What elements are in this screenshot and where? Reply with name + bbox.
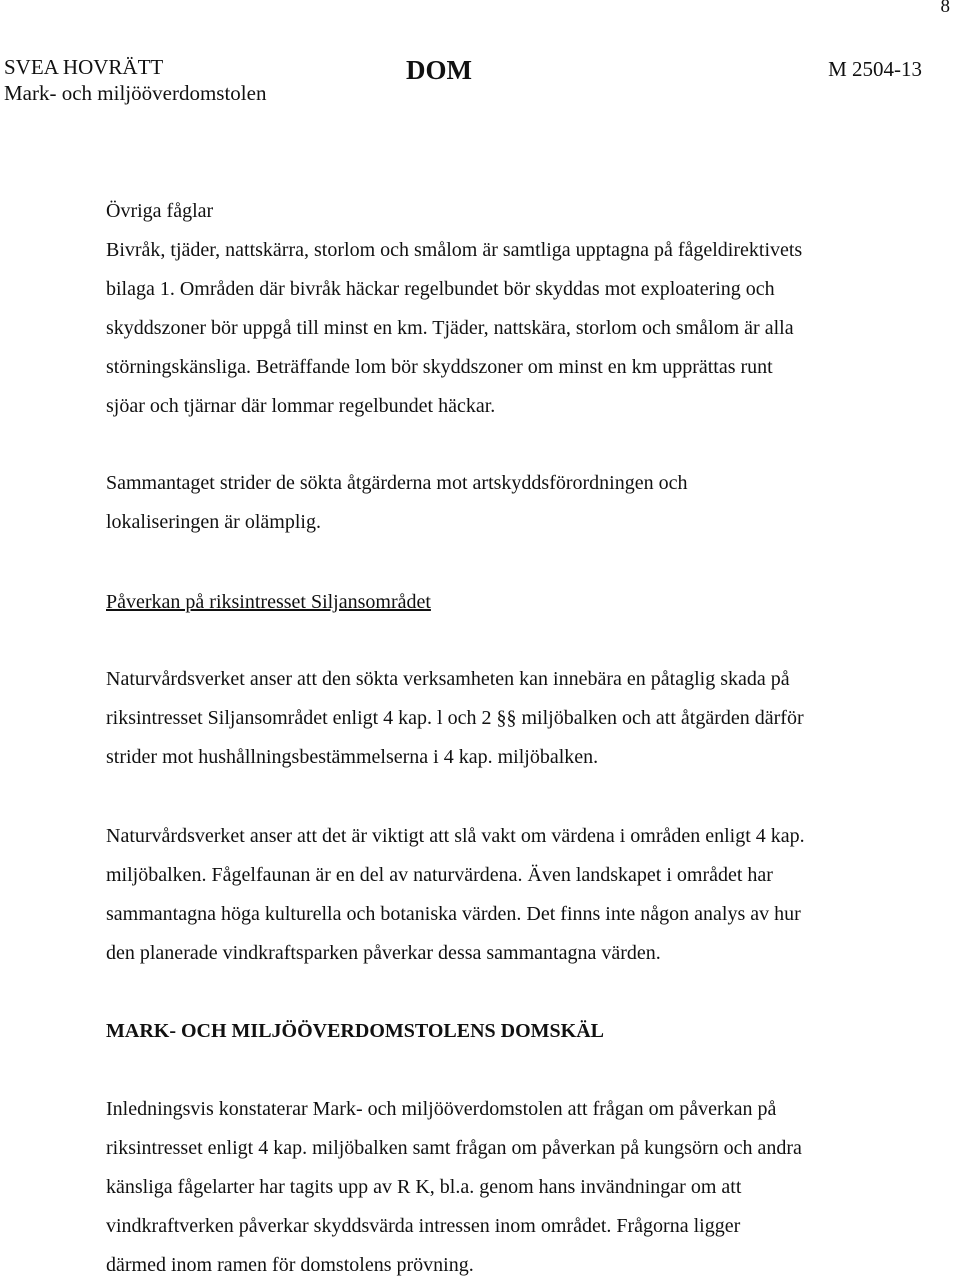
case-number: M 2504-13 [828,57,922,81]
domskal-heading: MARK- OCH MILJÖÖVERDOMSTOLENS DOMSKÄL [106,1020,604,1042]
paverkan-heading: Påverkan på riksintresset Siljansområdet [106,591,431,613]
domskal-paragraph-1: Inledningsvis konstaterar Mark- och miljööverdomstolen att frågan om påverkan på riksintresset enligt 4 kap. miljöbalken samt frågan om påverkan på kungsörn och andra känsliga fågelarter har tagits upp av R K, bl.a. genom hans invändningar om att vindkraftverken påverkar skyddsvärda intressen inom området. Frågorna ligger därmed inom ramen för domstolens prövning. [106,1098,802,1276]
ovriga-faglar-paragraph: Övriga fåglar Bivråk, tjäder, nattskärra, storlom och smålom är samtliga upptagna på fågeldirektivets bilaga 1. Områden där bivråk häckar regelbundet bör skyddas mot exploatering och skyddszoner bör uppgå till minst en km. Tjäder, nattskära, storlom och smålom är alla störningskänsliga. Beträffande lom bör skyddszoner om minst en km upprättas runt sjöar och tjärnar där lommar regelbundet häckar. [106,200,803,417]
section-domskal [106,1090,906,1285]
paverkan-paragraph-2: Naturvårdsverket anser att det är viktigt att slå vakt om värdena i områden enligt 4 kap. miljöbalken. Fågelfaunan är en del av naturvärdena. Även landskapet i området har sammantagna höga kulturella och botaniska värden. Det finns inte någon analys av hur den planerade vindkraftsparken påverkar dessa sammantagna värden. [106,825,805,964]
document-type-title: DOM [406,55,472,85]
court-division: Mark- och miljööverdomstolen [4,81,267,105]
sammantaget-paragraph: Sammantaget strider de sökta åtgärderna mot artskyddsförordningen och lokaliseringen är olämplig. [106,472,688,533]
section-paverkan-para1 [106,660,906,777]
paverkan-paragraph-1: Naturvårdsverket anser att den sökta verksamheten kan innebära en påtaglig skada på riksintresset Siljansområdet enligt 4 kap. l och 2 §§ miljöbalken och att åtgärden därför strider mot hushållningsbestämmelserna i 4 kap. miljöbalken. [106,668,804,768]
section-paverkan-para2 [106,817,906,973]
page-number: 8 [940,0,950,17]
section-sammantaget [106,464,906,542]
section-ovriga-faglar [106,192,906,426]
court-name: SVEA HOVRÄTT [4,55,164,79]
document-header-court-block [4,54,266,106]
